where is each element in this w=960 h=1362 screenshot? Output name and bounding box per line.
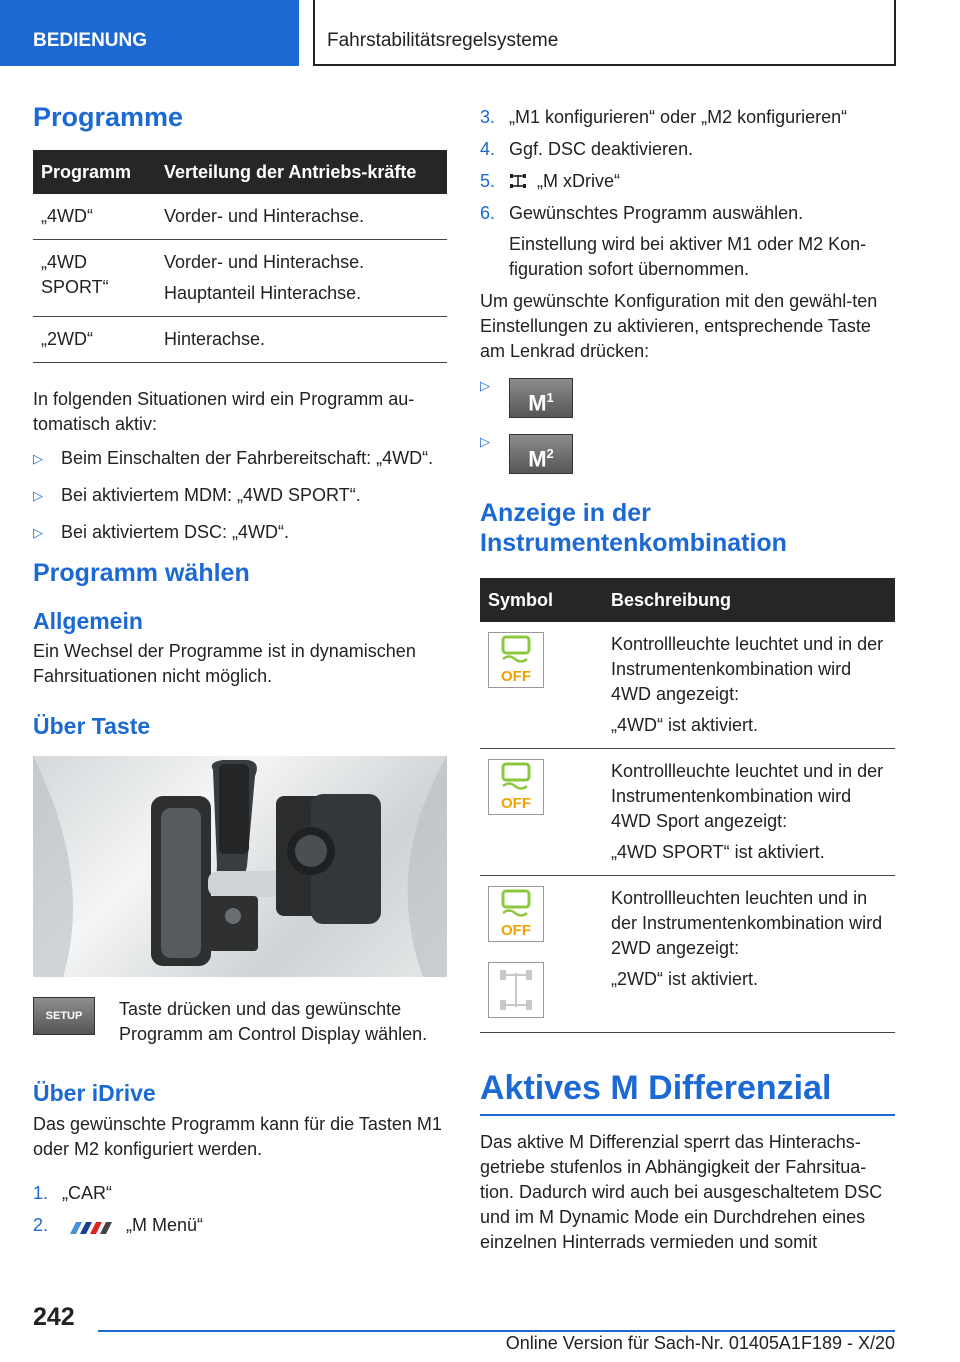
symbol-table	[480, 578, 895, 1033]
rear-drive-icon	[488, 962, 544, 1018]
list-item: 1. „CAR“	[33, 1181, 447, 1206]
symbol-cell	[480, 749, 603, 876]
table-row	[480, 749, 895, 876]
list-item: 3. „M1 konfigurieren“ oder „M2 konfigurieren“	[480, 105, 895, 130]
triangle-bullet-icon: ▷	[480, 378, 490, 393]
description-cell: Kontrollleuchte leuchtet und in der Instrumentenkombination wird 4WD Sport angezeigt: „4WD SPORT“ ist aktiviert.	[603, 749, 895, 876]
awd-off-warning-icon	[488, 632, 544, 688]
setup-row	[33, 997, 447, 1047]
distribution-cell	[156, 240, 447, 317]
table-row	[33, 317, 447, 363]
step-number: 6.	[480, 203, 496, 223]
m2-button-icon: $M^2$	[509, 434, 573, 474]
table-row	[480, 622, 895, 749]
step-number: 4.	[480, 139, 496, 159]
list-item: ▷ Beim Einschalten der Fahrbereitschaft: „4WD“.	[33, 446, 447, 471]
svg-text:OFF: OFF	[501, 668, 531, 685]
list-item: 5. „M xDrive“	[480, 169, 895, 194]
triangle-bullet-icon: ▷	[33, 525, 43, 540]
triangle-bullet-icon: ▷	[33, 488, 43, 503]
console-illustration	[33, 756, 447, 977]
list-item: ▷ Bei aktiviertem DSC: „4WD“.	[33, 520, 447, 545]
list-item: 4. Ggf. DSC deaktivieren.	[480, 137, 895, 162]
m-logo-icon	[62, 1218, 118, 1234]
step-number: 1.	[33, 1183, 49, 1203]
distribution-cell: Vorder- und Hinterachse.	[156, 194, 447, 240]
awd-off-warning-icon	[488, 886, 544, 942]
table-row	[480, 876, 895, 1033]
section-tab: BEDIENUNG	[0, 0, 299, 66]
step6-note: Einstellung wird bei aktiver M1 oder M2 Kon-figuration sofort übernommen.	[509, 234, 867, 279]
symbol-table-header-2: Beschreibung	[603, 578, 895, 622]
right-column	[480, 96, 895, 1255]
program-cell: „4WD SPORT“	[33, 240, 156, 317]
m1-row	[480, 378, 895, 418]
setup-text: Taste drücken und das gewünschte Programm am Control Display wählen.	[119, 999, 428, 1044]
step-number: 3.	[480, 107, 496, 127]
awd-off-warning-icon	[488, 759, 544, 815]
list-item: ▷ Bei aktiviertem MDM: „4WD SPORT“.	[33, 483, 447, 508]
page-header-title: Fahrstabilitätsregelsysteme	[313, 0, 896, 66]
triangle-bullet-icon: ▷	[33, 451, 43, 466]
heading-programm-wahlen: Programm wählen	[33, 559, 250, 587]
differenzial-text: Das aktive M Differenzial sperrt das Hinterachs-getriebe stufenlos in Abhängigkeit der Fahrsitua-tion. Dadurch wird auch bei ausgeschaltetem DSC und im M Dynamic Mode ein Durchdrehen eines einzelnen Hinterrads vermieden und somit	[480, 1132, 883, 1252]
page-number: 242	[33, 1303, 75, 1331]
heading-anzeige: Anzeige in der Instrumentenkombination	[480, 499, 787, 557]
program-cell: „2WD“	[33, 317, 156, 363]
console-photo	[33, 756, 447, 977]
symbol-cell	[480, 622, 603, 749]
xdrive-icon	[509, 172, 527, 190]
allgemein-text: Ein Wechsel der Programme ist in dynamischen Fahrsituationen nicht möglich.	[33, 641, 416, 686]
heading-uber-idrive: Über iDrive	[33, 1080, 156, 1106]
list-item: 2. „M Menü“	[33, 1213, 447, 1238]
idrive-text: Das gewünschte Programm kann für die Tasten M1 oder M2 konfiguriert werden.	[33, 1114, 442, 1159]
intro-text: In folgenden Situationen wird ein Programm au-tomatisch aktiv:	[33, 389, 415, 434]
heading-uber-taste: Über Taste	[33, 713, 151, 739]
m2-row	[480, 434, 895, 474]
symbol-cell	[480, 876, 603, 1033]
auto-program-list	[33, 446, 447, 545]
program-table-header-2: Verteilung der Antriebs-kräfte	[156, 150, 447, 194]
triangle-bullet-icon: ▷	[480, 434, 490, 449]
distribution-line: Vorder- und Hinterachse.	[164, 252, 365, 272]
table-row	[33, 240, 447, 317]
distribution-line: Hauptanteil Hinterachse.	[164, 283, 362, 303]
footer-text: Online Version für Sach-Nr. 01405A1F189 - X/20	[505, 1333, 895, 1353]
description-cell: Kontrollleuchten leuchten und in der Instrumentenkombination wird 2WD angezeigt: „2WD“ ist aktiviert.	[603, 876, 895, 1033]
heading-programme: Programme	[33, 102, 184, 132]
program-table	[33, 150, 447, 363]
list-item: 6. Gewünschtes Programm auswählen.	[480, 201, 895, 226]
program-table-header-1: Programm	[33, 150, 156, 194]
svg-text:OFF: OFF	[501, 922, 531, 939]
footer-divider	[98, 1330, 895, 1332]
left-column	[33, 96, 447, 1245]
heading-aktives-differenzial: Aktives M Differenzial	[480, 1069, 895, 1116]
program-cell: „4WD“	[33, 194, 156, 240]
step-number: 5.	[480, 171, 496, 191]
distribution-cell: Hinterachse.	[156, 317, 447, 363]
idrive-steps-continued	[480, 105, 895, 226]
step-number: 2.	[33, 1215, 49, 1235]
svg-text:OFF: OFF	[501, 795, 531, 812]
setup-button-icon: SETUP	[33, 997, 95, 1035]
idrive-steps	[33, 1181, 447, 1238]
heading-allgemein: Allgemein	[33, 608, 143, 634]
description-cell: Kontrollleuchte leuchtet und in der Instrumentenkombination wird 4WD angezeigt: „4WD“ ist aktiviert.	[603, 622, 895, 749]
table-row	[33, 194, 447, 240]
konfig-text: Um gewünschte Konfiguration mit den gewähl-ten Einstellungen zu aktivieren, entsprechende Taste am Lenkrad drücken:	[480, 291, 878, 361]
symbol-table-header-1: Symbol	[480, 578, 603, 622]
m1-button-icon: $M^1$	[509, 378, 573, 418]
